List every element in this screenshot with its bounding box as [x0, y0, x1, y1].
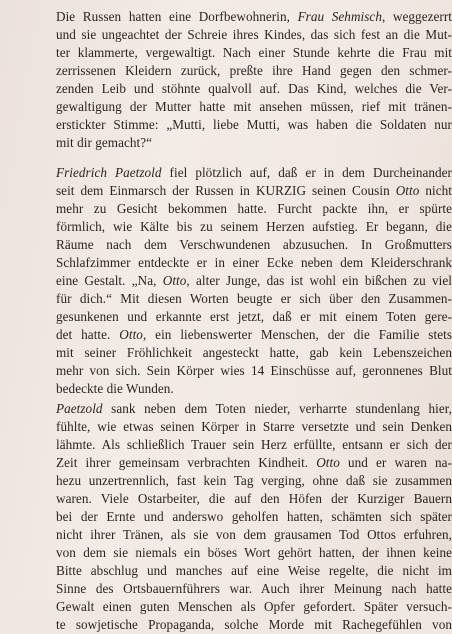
- text-line: gewaltigung der Mutter hatte mit ansehen müssen, rief mit tränen-: [56, 99, 452, 114]
- text-line: Bitte abschlug und manches auf eine Weise regelte, die nicht im: [56, 563, 452, 578]
- text-line: det hatte. Otto, ein liebenswerter Menschen, der die Familie stets: [56, 327, 452, 342]
- text-line: Die Russen hatten eine Dorfbewohnerin, Frau Sehmisch, weggezerrt: [56, 9, 452, 24]
- text-line: Paetzold sank neben dem Toten nieder, verharrte stundenlang hier,: [56, 401, 452, 416]
- text-line: Sinne des Ortsbauernführers war. Auch ihrer Meinung nach hatte: [56, 581, 452, 596]
- text-line: Zeit ihrer gemeinsam verbrachten Kindheit. Otto und er waren na-: [56, 455, 452, 470]
- text-line: erstickter Stimme: „Mutti, liebe Mutti, was haben die Soldaten nur: [56, 117, 452, 132]
- text-line: ter klammerte, vergewaltigt. Nach einer Stunde kehrte die Frau mit: [56, 45, 452, 60]
- text-line: te sowjetische Propaganda, solche Morde mit Rachegefühlen von: [56, 617, 452, 632]
- text-line: seit dem Einmarsch der Russen in KURZIG seinen Cousin Otto nicht: [56, 183, 452, 198]
- text-line: zerrissenen Kleidern zurück, preßte ihre Hand gegen den schmer-: [56, 63, 452, 78]
- text-line: eine Gestalt. „Na, Otto, alter Junge, das ist wohl ein bißchen zu viel: [56, 273, 452, 288]
- text-line: bedeckte die Wunden.: [56, 381, 174, 396]
- text-line: und sie ungeachtet der Schreie ihres Kindes, das sich fest an die Mut-: [56, 27, 452, 42]
- text-line: waren. Viele Ostarbeiter, die auf den Höfen der Kurziger Bauern: [56, 491, 452, 506]
- text-line: lähmte. Als schließlich Trauer sein Herz erfüllte, entsann er sich der: [56, 437, 452, 452]
- text-line: bei der Ernte und anderswo geholfen hatten, schämten sich später: [56, 509, 452, 524]
- text-line: Schlafzimmer entdeckte er in einer Ecke neben dem Kleiderschrank: [56, 255, 452, 270]
- text-line: Gewalt einen guten Menschen als Opfer gefordert. Später versuch-: [56, 599, 452, 614]
- text-line: hezu unzertrennlich, fast kein Tag verging, ohne daß sie zusammen: [56, 473, 452, 488]
- text-line: fühlte, wie etwas seinen Körper in Starre versetzte und sein Denken: [56, 419, 452, 434]
- text-line: mit dir gemacht?“: [56, 135, 153, 150]
- text-line: für dich.“ Mit diesen Worten beugte er sich über den Zusammen-: [56, 291, 452, 306]
- text-line: mit seiner Fröhlichkeit angesteckt hatte, gab kein Lebenszeichen: [56, 345, 452, 360]
- text-line: zenden Leib und stöhnte qualvoll auf. Das Kind, welches die Ver-: [56, 81, 452, 96]
- text-line: nicht ihrer Tränen, als sie von dem grausamen Tod Ottos erfuhren,: [56, 527, 452, 542]
- text-line: Friedrich Paetzold fiel plötzlich auf, daß er in dem Durcheinander: [56, 165, 452, 180]
- text-line: gesunkenen und erkannte erst jetzt, daß er mit einem Toten gere-: [56, 309, 452, 324]
- text-line: Räume nach dem Verschwundenen abzusuchen. In Großmutters: [56, 237, 452, 252]
- text-line: mehr von sich. Sein Körper wies 14 Einschüsse auf, geronnenes Blut: [56, 363, 452, 378]
- text-line: mehr zu Gesicht bekommen hatte. Furcht packte ihn, er spürte: [56, 201, 452, 216]
- text-line: förmlich, wie Kälte bis zu seinem Herzen aufstieg. Er begann, die: [56, 219, 452, 234]
- text-line: von dem sie niemals ein böses Wort gehört hatten, der ihnen keine: [56, 545, 452, 560]
